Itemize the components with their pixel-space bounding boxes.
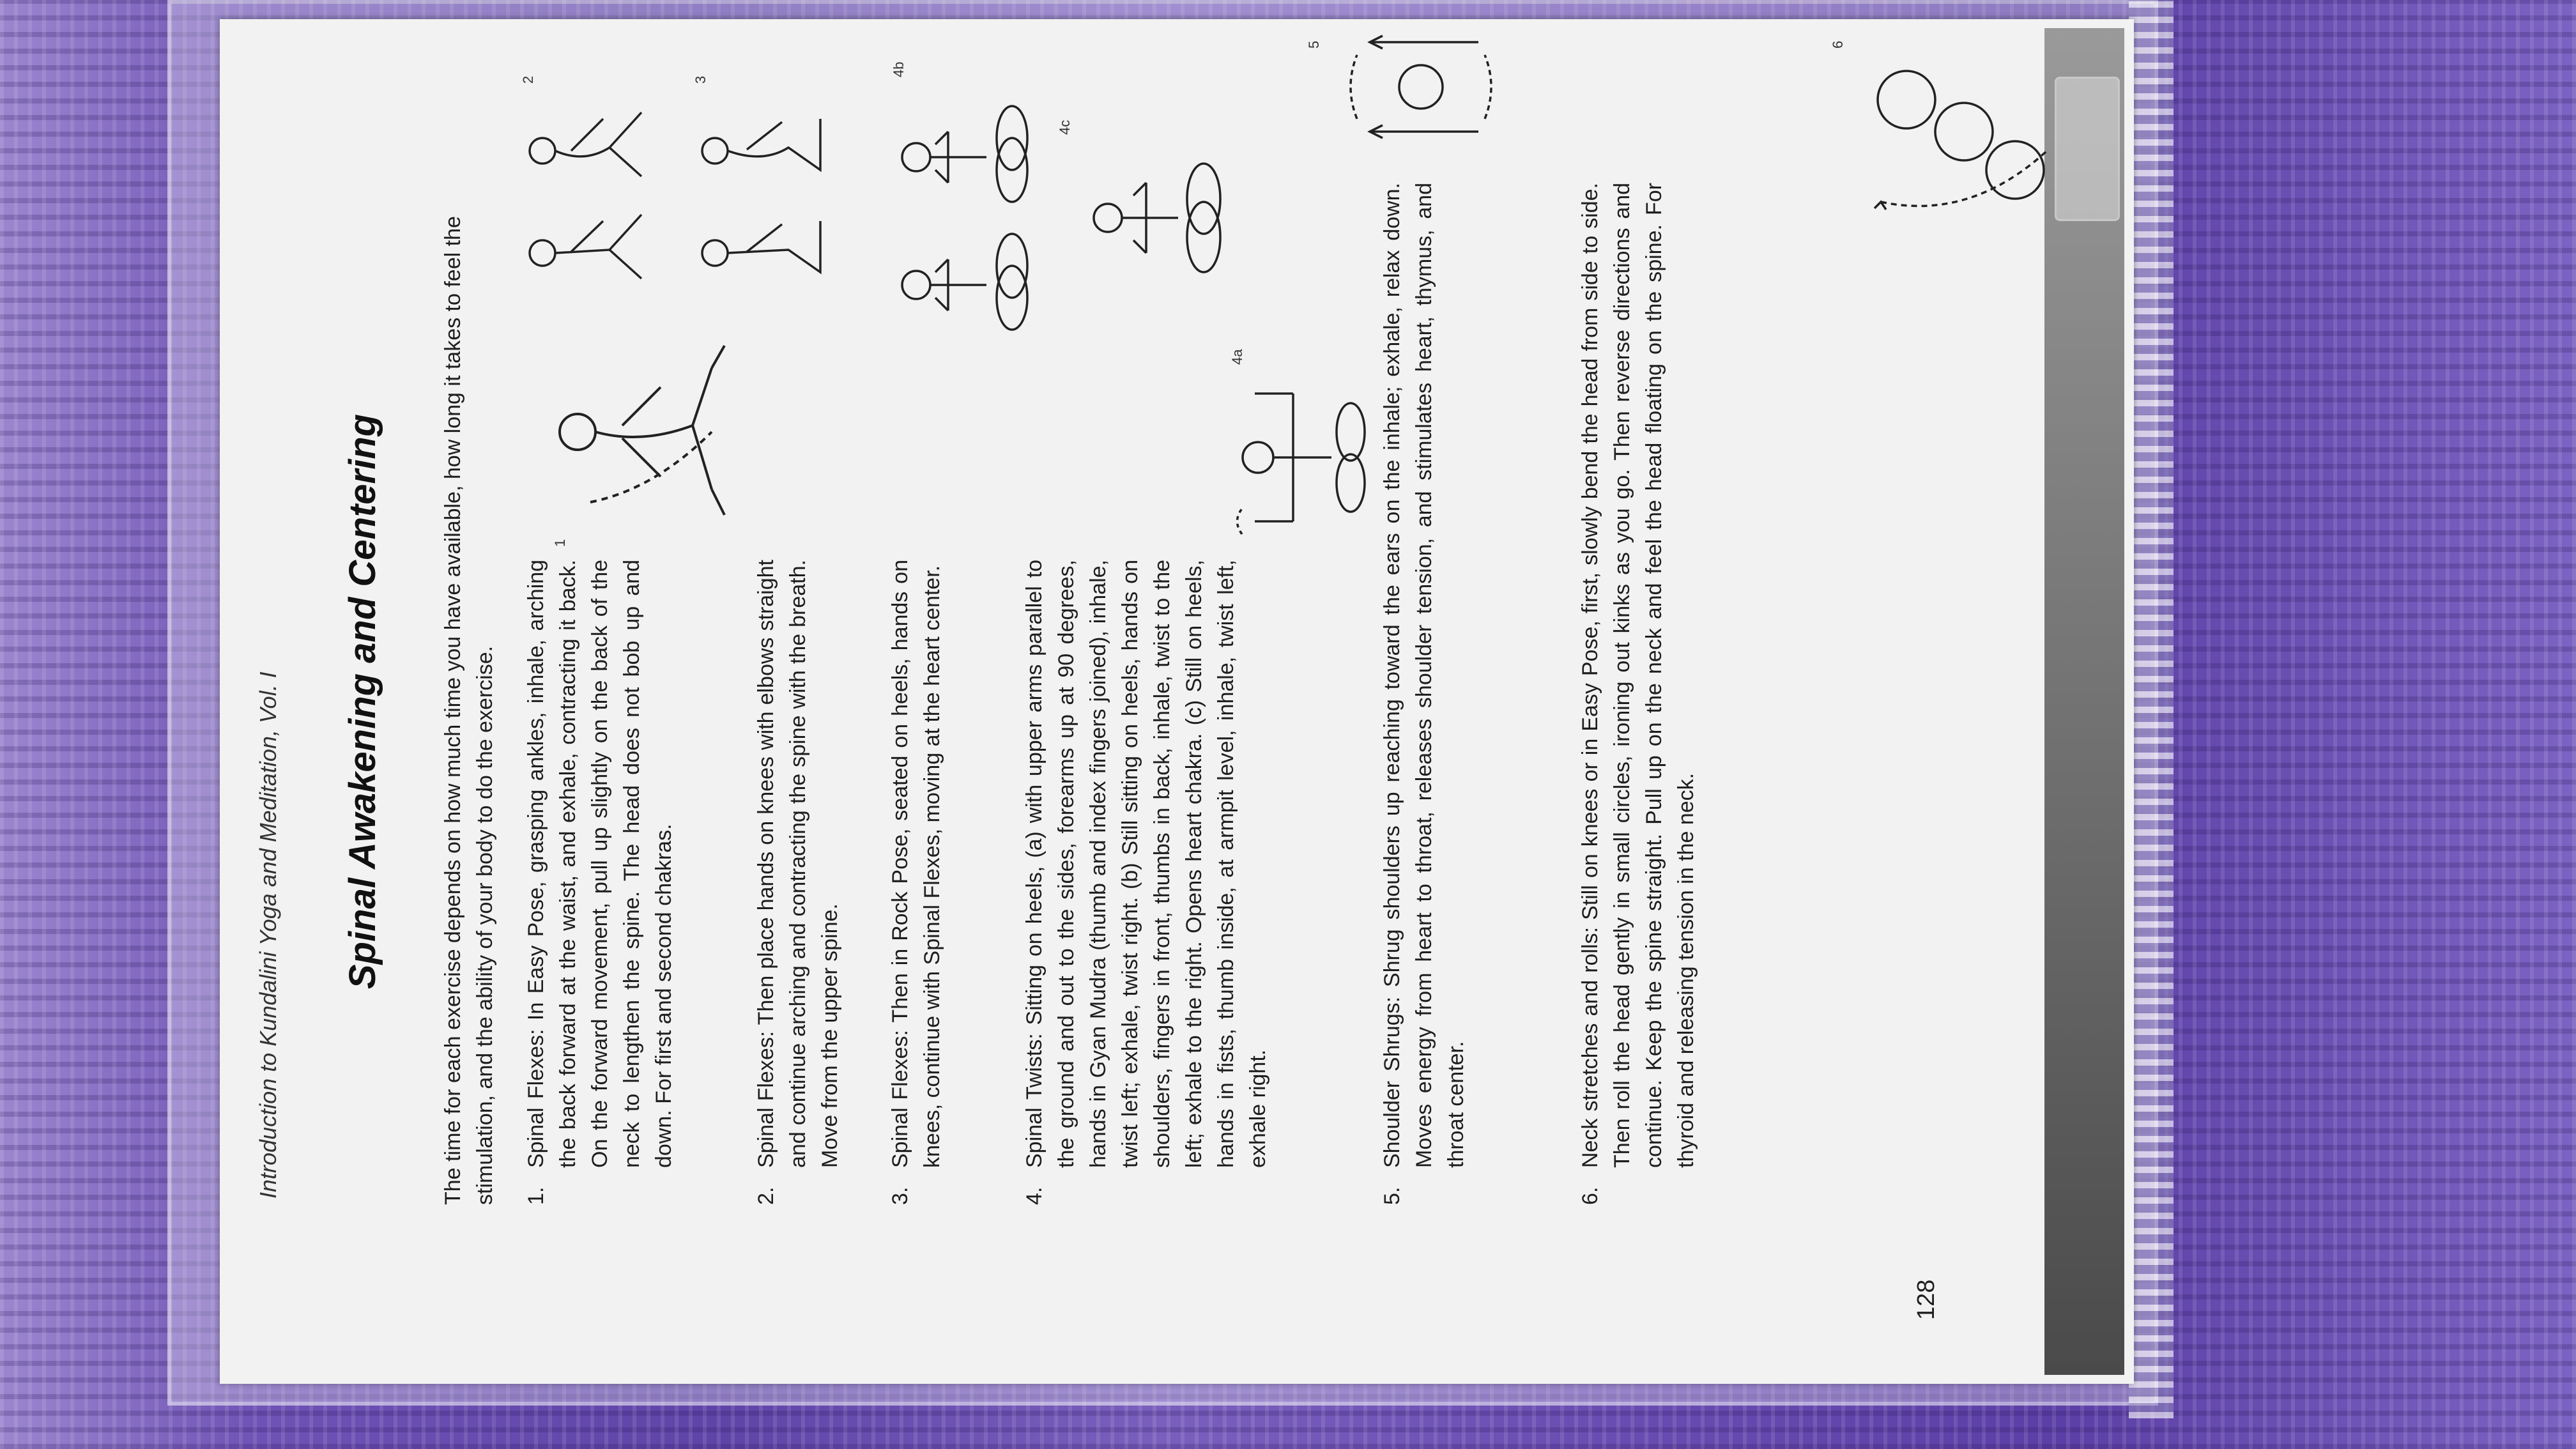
figure-6-drawing <box>1855 36 2060 227</box>
running-head: Introduction to Kundalini Yoga and Meditation, Vol. I <box>255 671 281 1199</box>
printed-page <box>220 19 2134 1384</box>
figure-4b-spinal-twist-hands-on-shoulders <box>891 61 1038 349</box>
figure-3-rock-pose-flex <box>693 75 833 298</box>
exercise-text: Neck stretches and rolls: Still on knees or in Easy Pose, first, slowly bend the head from side to side. Then roll the head gently in small circles, ironing out kinks as you go. Then reverse directions and continue. Keep the spine straight. Pull up on the neck and feel the head floating on the spine. For thyroid and releasing tension in the neck. <box>1578 183 1698 1168</box>
figure-label: 2 <box>520 75 536 84</box>
exercise-item-5 <box>1376 183 1472 1205</box>
exercise-item-3 <box>884 560 948 1205</box>
figure-label: 4b <box>891 61 907 77</box>
exercise-number: 1. <box>524 1186 548 1205</box>
page-content <box>220 19 2134 1384</box>
exercise-text: Shoulder Shrugs: Shrug shoulders up reaching toward the ears on the inhale; exhale, relax down. Moves energy from heart to throat, releases shoulder tension, and stimulates heart, thymus, and throat center. <box>1380 183 1468 1168</box>
figure-4c-spinal-twist-fists <box>1057 119 1229 298</box>
figure-label: 4a <box>1229 349 1245 365</box>
exercise-number: 6. <box>1578 1186 1602 1205</box>
figure-label: 6 <box>1830 40 1846 49</box>
page-number: 128 <box>1913 1279 1940 1320</box>
figure-4a-drawing <box>1229 368 1370 547</box>
figure-label: 1 <box>552 539 568 547</box>
figure-1-drawing <box>552 336 731 528</box>
exercise-number: 4. <box>1022 1186 1046 1205</box>
exercise-item-1 <box>520 560 680 1205</box>
exercise-item-2 <box>750 560 846 1205</box>
exercise-text: Spinal Flexes: Then in Rock Pose, seated on heels, hands on knees, continue with Spinal Flexes, moving at the heart center. <box>888 560 944 1168</box>
exercise-text: Spinal Flexes: In Easy Pose, grasping ankles, inhale, arching the back forward at the waist, and exhale, contracting it back. On the forward movement, pull up slightly on the back of the neck to lengthen the spine. The head does not bob up and down. For first and second chakras. <box>524 560 676 1168</box>
exercise-number: 3. <box>888 1186 912 1205</box>
exercise-text: Spinal Flexes: Then place hands on knees with elbows straight and continue arching and contracting the spine with the breath. Move from the upper spine. <box>754 560 842 1168</box>
intro-paragraph: The time for each exercise depends on how much time you have available, how long it takes to feel the stimulation, and the ability of your body to do the exercise. <box>441 216 497 1205</box>
figure-4c-drawing <box>1082 138 1229 298</box>
exercise-number: 2. <box>754 1186 778 1205</box>
exercise-text: Spinal Twists: Sitting on heels, (a) with upper arms parallel to the ground and out to the sides, forearms up at 90 degrees, hands in Gyan Mudra (thumb and index fingers joined), inhale, twist left; exhale, twist right. (b) Still sitting on heels, hands on shoulders, fingers in front, thumbs in back, inhale, twist to the left; exhale to the right. Opens heart chakra. (c) Still on heels, hands in fists, thumb inside, at armpit level, inhale, twist left, exhale right. <box>1022 560 1270 1168</box>
sleeve-binding-strip <box>2129 0 2174 1418</box>
exercise-number: 5. <box>1380 1186 1404 1205</box>
figure-5-drawing <box>1331 29 1510 144</box>
page-title: Spinal Awakening and Centering <box>342 413 383 990</box>
figure-3-drawing <box>693 87 833 298</box>
figure-label: 3 <box>693 75 709 84</box>
figure-2-drawing <box>520 87 661 298</box>
exercise-item-4 <box>1018 560 1274 1205</box>
figure-label: 4c <box>1057 119 1073 135</box>
figure-label: 5 <box>1306 40 1322 49</box>
figure-5-shoulder-shrugs <box>1306 29 1510 144</box>
figure-6-neck-rolls <box>1830 36 2060 227</box>
figure-1-spinal-flex <box>552 336 731 547</box>
figure-4a-spinal-twist-gyan-mudra <box>1229 349 1370 547</box>
exercise-item-6 <box>1574 183 1702 1205</box>
figure-4b-drawing <box>891 80 1038 349</box>
figure-2-spinal-flex-hands-on-knees <box>520 75 661 298</box>
